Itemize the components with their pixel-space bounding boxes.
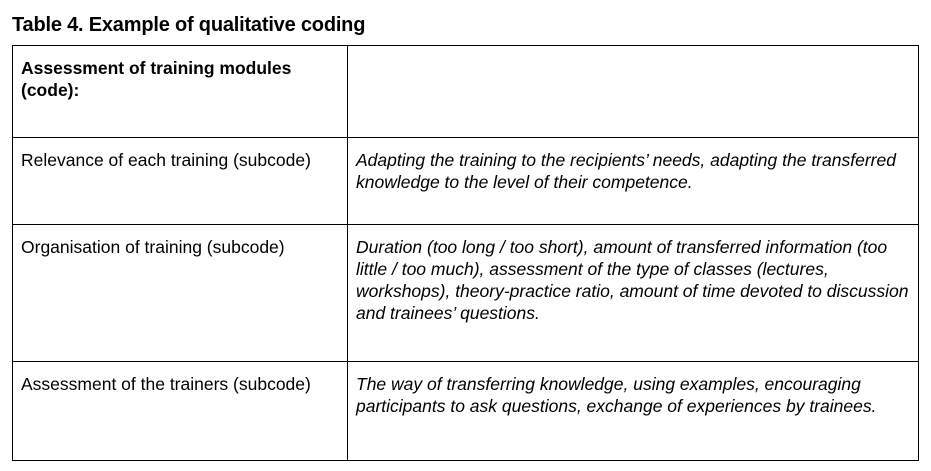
code-description-cell	[348, 46, 919, 138]
table-row	[13, 362, 919, 461]
subcode-cell: Relevance of each training (subcode)	[13, 138, 348, 225]
description-cell: The way of transferring knowledge, using examples, encouraging participants to ask questions, exchange of experiences by trainees.	[348, 362, 919, 461]
description-cell: Duration (too long / too short), amount of transferred information (too little / too much), assessment of the type of classes (lectures, workshops), theory-practice ratio, amount of time devoted to discussion and trainees’ questions.	[348, 225, 919, 362]
table-row	[13, 225, 919, 362]
code-header-cell: Assessment of training modules (code):	[13, 46, 348, 138]
qualitative-coding-table	[12, 45, 919, 461]
subcode-cell: Assessment of the trainers (subcode)	[13, 362, 348, 461]
table-row	[13, 138, 919, 225]
table-header-row	[13, 46, 919, 138]
description-cell: Adapting the training to the recipients’ needs, adapting the transferred knowledge to the level of their competence.	[348, 138, 919, 225]
subcode-cell: Organisation of training (subcode)	[13, 225, 348, 362]
table-caption: Table 4. Example of qualitative coding	[12, 14, 366, 36]
